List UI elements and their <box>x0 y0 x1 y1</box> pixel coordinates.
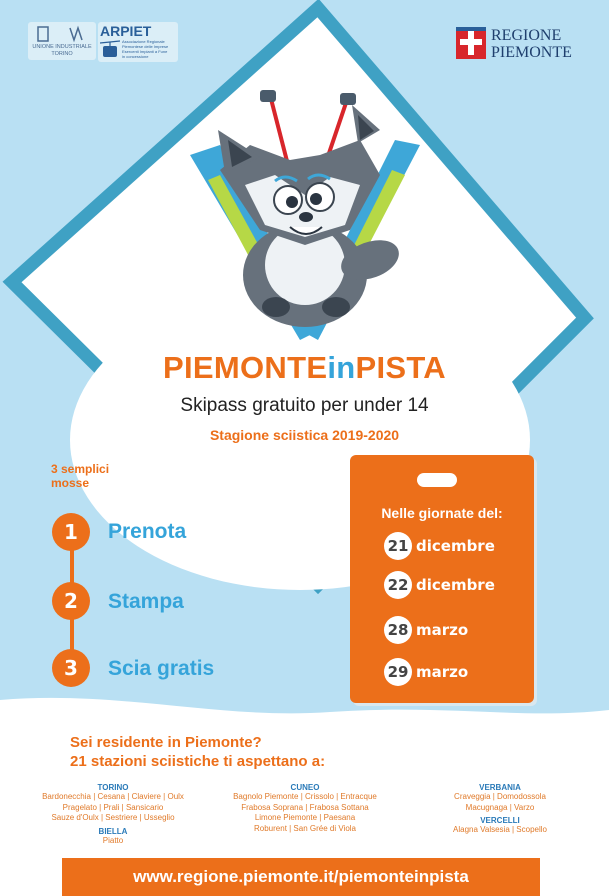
footer-bar <box>62 858 540 896</box>
stations-vercelli-title: VERCELLI <box>480 816 520 826</box>
date-4-month: marzo <box>416 663 469 681</box>
brand-part-in: in <box>327 350 356 385</box>
stations-torino-title: TORINO <box>97 783 129 792</box>
regione-crest-icon <box>455 26 487 60</box>
residents-block <box>70 733 325 771</box>
subtitle: Skipass gratuito per under 14 <box>180 395 429 416</box>
date-4-day: 29 <box>384 658 412 686</box>
step-1-number: 1 <box>52 513 90 551</box>
residents-question: Sei residente in Piemonte? <box>70 734 262 751</box>
stations-torino <box>28 783 198 846</box>
regione-piemonte-logo <box>455 26 575 62</box>
stations-cuneo-line-2: Frabosa Soprana | Frabosa Sottana <box>241 802 369 812</box>
step-2 <box>52 582 90 620</box>
step-2-number: 2 <box>52 582 90 620</box>
date-2-month: dicembre <box>416 576 495 594</box>
date-row-3 <box>384 616 468 644</box>
footer-url-link[interactable]: www.regione.piemonte.it/piemonteinpista <box>133 867 469 886</box>
stations-torino-line-1: Bardonecchia | Cesana | Claviere | Oulx <box>42 792 184 801</box>
date-2-day: 22 <box>384 571 412 599</box>
date-1-day: 21 <box>384 532 412 560</box>
stations-verbania <box>425 783 575 836</box>
stations-cuneo <box>215 783 395 834</box>
step-3-label: Scia gratis <box>108 657 215 680</box>
brand-title <box>0 350 609 386</box>
season-label: Stagione sciistica 2019-2020 <box>209 427 400 443</box>
stations-biella-title: BIELLA <box>98 826 128 836</box>
date-3-day: 28 <box>384 616 412 644</box>
stations-torino-line-3: Sauze d'Oulx | Sestriere | Usseglio <box>51 813 175 823</box>
brand-part-pista: PISTA <box>355 350 446 385</box>
stations-biella-line-1: Piatto <box>102 835 124 845</box>
step-3 <box>52 649 90 687</box>
step-1-label: Prenota <box>108 520 187 543</box>
date-1-month: dicembre <box>416 537 495 555</box>
stations-vercelli-line-1: Alagna Valsesia | Scopello <box>453 825 547 835</box>
residents-statement: 21 stazioni sciistiche ti aspettano a: <box>70 753 326 770</box>
unione-industriale-emblem-icon <box>34 25 90 43</box>
arpiet-tagline-1: Associazione Regionale <box>122 39 165 44</box>
stations-cuneo-line-3: Limone Piemonte | Paesana <box>254 813 356 823</box>
arpiet-tagline-4: in concessione <box>122 54 149 59</box>
arpiet-logo <box>98 22 178 62</box>
dates-card-title: Nelle giornate del: <box>381 505 503 521</box>
unione-line1: UNIONE INDUSTRIALE <box>32 44 92 50</box>
dates-card <box>350 455 534 703</box>
regione-line1: REGIONE <box>491 27 562 44</box>
fox-mascot-illustration <box>180 85 430 355</box>
stations-verbania-line-1: Craveggia | Domodossola <box>454 792 546 801</box>
stations-torino-line-2: Pragelato | Prali | Sansicario <box>62 802 164 812</box>
stations-cuneo-line-1: Bagnolo Piemonte | Crissolo | Entracque <box>233 792 377 801</box>
brand-part-piemonte: PIEMONTE <box>163 350 328 385</box>
date-row-4 <box>384 658 468 686</box>
stations-cuneo-line-4: Roburent | San Grée di Viola <box>254 823 356 833</box>
step-3-number: 3 <box>52 649 90 687</box>
date-row-1 <box>384 532 495 560</box>
step-2-label: Stampa <box>108 590 184 613</box>
arpiet-tagline-3: Esercenti Impianti a Fune <box>122 49 168 54</box>
unione-line2: TORINO <box>51 51 73 57</box>
arpiet-tagline-2: Piemontese delle Imprese <box>122 44 169 49</box>
unione-industriale-logo <box>28 22 96 60</box>
steps-intro: 3 semplici mosse <box>51 462 110 490</box>
date-3-month: marzo <box>416 621 469 639</box>
card-hang-slot <box>417 473 457 487</box>
date-row-2 <box>384 571 495 599</box>
stations-cuneo-title: CUNEO <box>290 783 320 792</box>
step-1 <box>52 513 90 551</box>
stations-verbania-title: VERBANIA <box>479 783 521 792</box>
cable-car-icon <box>100 40 120 58</box>
regione-line2: PIEMONTE <box>491 44 572 61</box>
stations-verbania-line-2: Macugnaga | Varzo <box>465 802 535 812</box>
arpiet-name: ARPIET <box>100 23 152 39</box>
